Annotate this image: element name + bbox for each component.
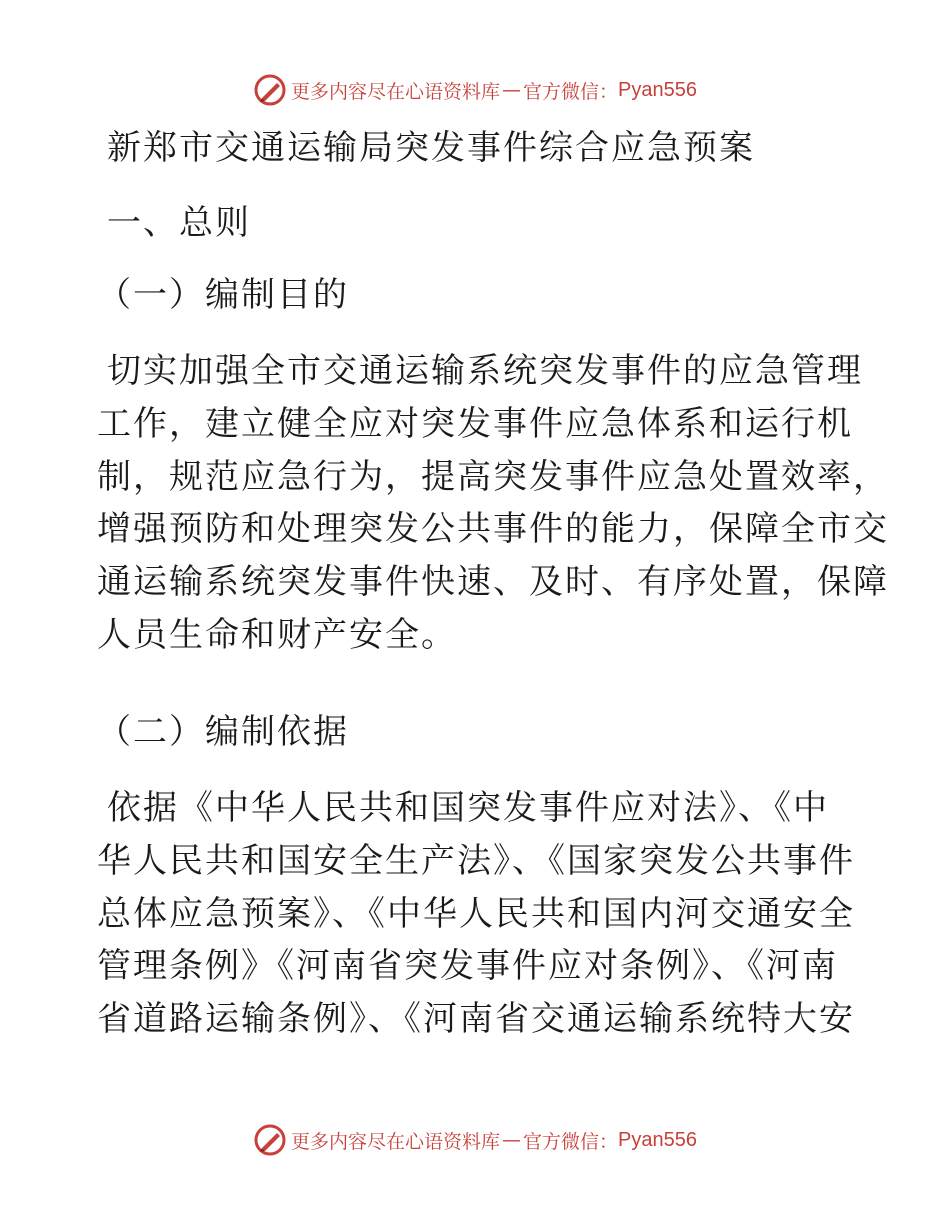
paragraph-line: 增强预防和处理突发公共事件的能力，保障全市交 — [97, 509, 889, 550]
watermark-banner-top — [0, 70, 950, 110]
paragraph-line: 管理条例》《河南省突发事件应对条例》、《河南 — [97, 946, 838, 987]
paragraph-line: 人员生命和财产安全。 — [97, 614, 457, 655]
watermark-wechat-id: Pyan556 — [618, 78, 697, 101]
watermark-wechat-id: Pyan556 — [618, 1128, 697, 1151]
paragraph-line: 制，规范应急行为，提高突发事件应急处置效率， — [97, 456, 889, 497]
watermark-wechat-label: 官方微信： — [523, 1130, 619, 1153]
watermark-banner-bottom — [0, 1120, 950, 1160]
paragraph-line: 依据《中华人民共和国突发事件应对法》、《中 — [107, 788, 829, 828]
paragraph-line: 总体应急预案》、《中华人民共和国内河交通安全 — [97, 893, 855, 934]
paragraph-line: 工作，建立健全应对突发事件应急体系和运行机 — [97, 403, 853, 444]
subsection-heading-basis: （二）编制依据 — [97, 712, 349, 752]
paragraph-line: 华人民共和国安全生产法》、《国家突发公共事件 — [97, 840, 855, 881]
paragraph-line: 切实加强全市交通运输系统突发事件的应急管理 — [107, 351, 863, 391]
pen-logo-icon — [253, 1123, 287, 1157]
watermark-dash: — — [502, 1129, 522, 1151]
subsection-heading-purpose: （一）编制目的 — [97, 275, 349, 315]
pen-logo-icon — [253, 73, 287, 107]
watermark-dash: — — [502, 79, 522, 101]
paragraph-line: 省道路运输条例》、《河南省交通运输系统特大安 — [97, 999, 855, 1040]
watermark-text: 更多内容尽在心语资料库 — [291, 80, 501, 103]
section-heading: 一、总则 — [107, 203, 251, 243]
paragraph-line: 通运输系统突发事件快速、及时、有序处置，保障 — [97, 562, 889, 603]
paragraph-purpose — [97, 345, 889, 662]
document-title: 新郑市交通运输局突发事件综合应急预案 — [107, 128, 755, 168]
watermark-wechat-label: 官方微信： — [523, 80, 619, 103]
watermark-text: 更多内容尽在心语资料库 — [291, 1130, 501, 1153]
paragraph-basis — [97, 782, 855, 1046]
